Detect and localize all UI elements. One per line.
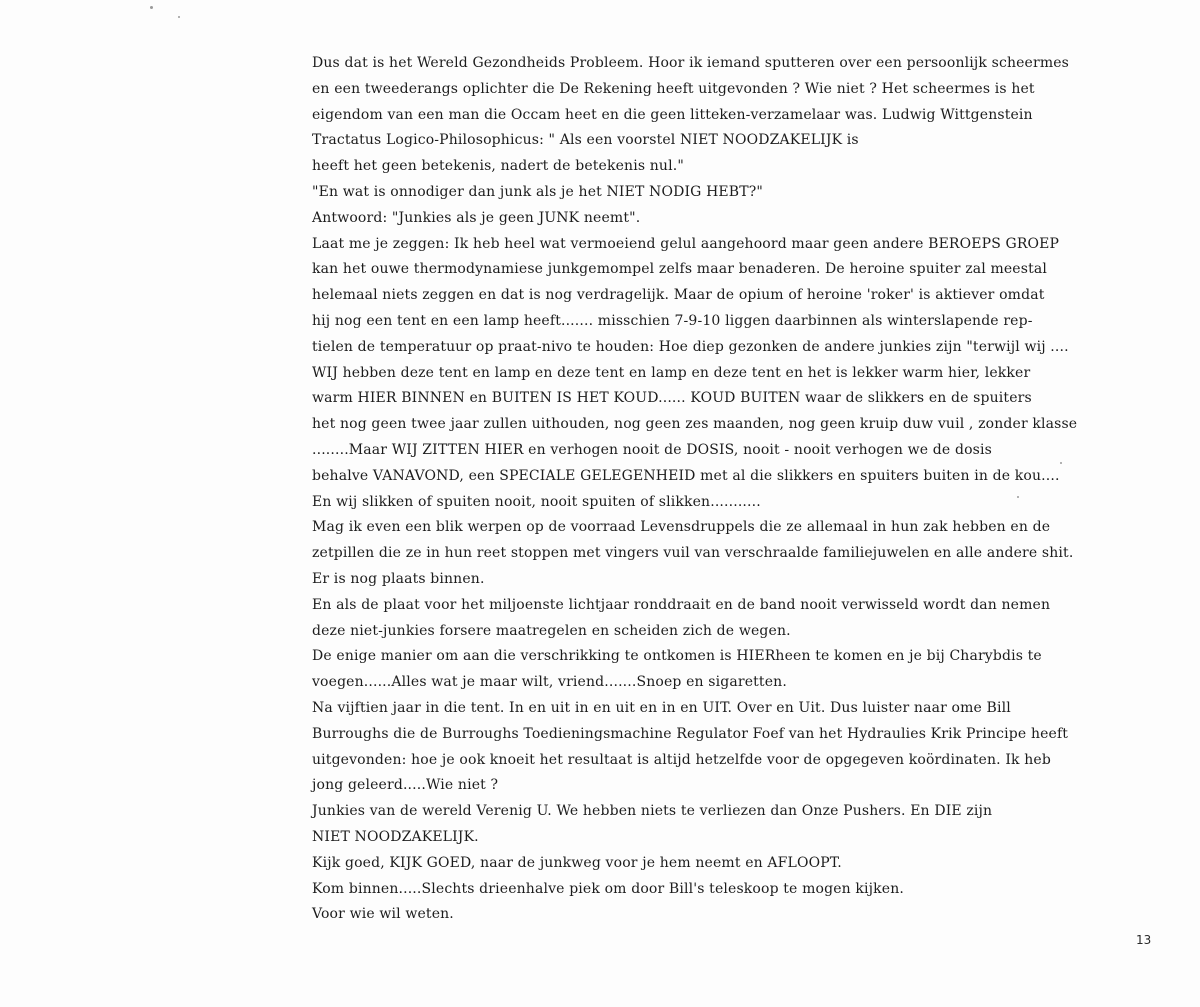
text-line: het nog geen twee jaar zullen uithouden, nog geen zes maanden, nog geen kruip duw vuil , zonder klasse xyxy=(312,416,1078,433)
text-line: Voor wie wil weten. xyxy=(312,906,454,923)
text-line: "En wat is onnodiger dan junk als je het NIET NODIG HEBT?" xyxy=(312,183,763,200)
text-line: Mag ik even een blik werpen op de voorraad Levensdruppels die ze allemaal in hun zak hebben en de xyxy=(312,519,1051,536)
text-line: eigendom van een man die Occam heet en die geen litteken-verzamelaar was. Ludwig Wittgenstein xyxy=(312,106,1033,123)
text-line: tielen de temperatuur op praat-nivo te houden: Hoe diep gezonken de andere junkies zijn "terwijl wij .... xyxy=(312,338,1069,355)
page-number: 13 xyxy=(1136,933,1152,947)
text-line: helemaal niets zeggen en dat is nog verdragelijk. Maar de opium of heroine 'roker' is aktiever omdat xyxy=(312,287,1045,304)
scan-speck xyxy=(150,6,153,9)
text-line: En wij slikken of spuiten nooit, nooit spuiten of slikken........... xyxy=(312,493,761,510)
text-line: Tractatus Logico-Philosophicus: " Als een voorstel NIET NOODZAKELIJK is xyxy=(312,132,859,149)
text-line: heeft het geen betekenis, nadert de betekenis nul." xyxy=(312,158,684,175)
text-line: uitgevonden: hoe je ook knoeit het resultaat is altijd hetzelfde voor de opgegeven koördinaten. Ik heb xyxy=(312,751,1051,768)
text-line: Burroughs die de Burroughs Toedieningsmachine Regulator Foef van het Hydraulies Krik Principe heeft xyxy=(312,725,1069,742)
text-line: behalve VANAVOND, een SPECIALE GELEGENHEID met al die slikkers en spuiters buiten in de kou.... xyxy=(312,467,1060,484)
text-line: Antwoord: "Junkies als je geen JUNK neemt". xyxy=(312,209,641,226)
text-line: Kijk goed, KIJK GOED, naar de junkweg voor je hem neemt en AFLOOPT. xyxy=(312,854,842,871)
text-line: Junkies van de wereld Verenig U. We hebben niets te verliezen dan Onze Pushers. En DIE zijn xyxy=(312,803,993,820)
text-line: NIET NOODZAKELIJK. xyxy=(312,828,479,845)
text-line: De enige manier om aan die verschrikking te ontkomen is HIERheen te komen en je bij Charybdis te xyxy=(312,648,1042,665)
text-line: ........Maar WIJ ZITTEN HIER en verhogen nooit de DOSIS, nooit - nooit verhogen we de dosis xyxy=(312,441,992,458)
text-line: deze niet-junkies forsere maatregelen en scheiden zich de wegen. xyxy=(312,622,791,639)
text-line: Na vijftien jaar in die tent. In en uit in en uit en in en UIT. Over en Uit. Dus luister naar ome Bill xyxy=(312,699,1011,716)
text-line: jong geleerd.....Wie niet ? xyxy=(312,777,499,794)
scan-speck xyxy=(178,16,180,18)
text-line: zetpillen die ze in hun reet stoppen met vingers vuil van verschraalde familiejuwelen en alle andere shit. xyxy=(312,545,1074,562)
text-line: Dus dat is het Wereld Gezondheids Probleem. Hoor ik iemand sputteren over een persoonlijk scheermes xyxy=(312,55,1070,71)
body-text xyxy=(312,51,1182,928)
text-line: kan het ouwe thermodynamiese junkgemompel zelfs maar benaderen. De heroine spuiter zal meestal xyxy=(312,261,1047,278)
text-line: warm HIER BINNEN en BUITEN IS HET KOUD...... KOUD BUITEN waar de slikkers en de spuiters xyxy=(312,390,1032,407)
text-line: en een tweederangs oplichter die De Rekening heeft uitgevonden ? Wie niet ? Het scheermes is het xyxy=(312,80,1035,97)
text-line: hij nog een tent en een lamp heeft....... misschien 7-9-10 liggen daarbinnen als winterslapende rep- xyxy=(312,312,1033,329)
text-line: Er is nog plaats binnen. xyxy=(312,570,485,587)
text-line: En als de plaat voor het miljoenste lichtjaar ronddraait en de band nooit verwisseld wordt dan nemen xyxy=(312,596,1051,613)
text-line: Laat me je zeggen: Ik heb heel wat vermoeiend gelul aangehoord maar geen andere BEROEPS GROEP xyxy=(312,235,1060,252)
text-line: voegen......Alles wat je maar wilt, vriend.......Snoep en sigaretten. xyxy=(312,674,787,691)
text-line: WIJ hebben deze tent en lamp en deze tent en lamp en deze tent en het is lekker warm hier, lekker xyxy=(312,364,1031,381)
text-line: Kom binnen.....Slechts drieenhalve piek om door Bill's teleskoop te mogen kijken. xyxy=(312,880,904,897)
